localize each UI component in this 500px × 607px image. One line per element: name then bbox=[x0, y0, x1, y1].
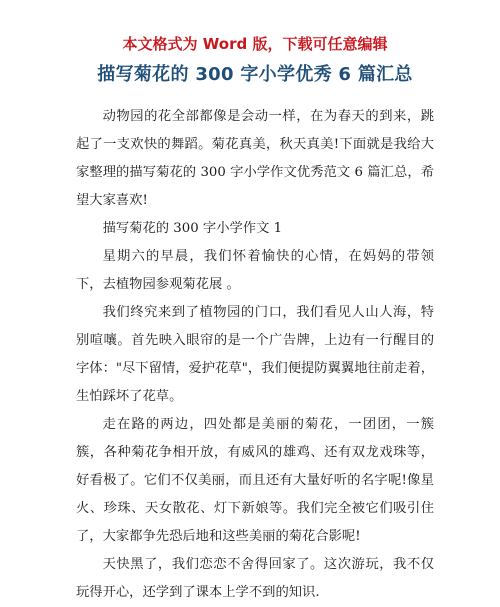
body-paragraph: 走在路的两边，四处都是美丽的菊花，一团团，一簇簇，各种菊花争相开放，有威风的雄鸡、还有双龙戏珠等，好看极了。它们不仅美丽，而且还有大量好听的名字呢!像星火、珍珠、天女散花、灯下新娘等。我们完全被它们吸引住了，大家都争先恐后地和这些美丽的菊花合影呢! bbox=[76, 417, 434, 544]
word-format-banner: 本文格式为 Word 版，下载可任意编辑 bbox=[122, 35, 388, 53]
intro-paragraph: 动物园的花全部都像是会动一样，在为春天的到来，跳起了一支欢快的舞蹈。菊花真美，秋天真美!下面就是我给大家整理的描写菊花的 300 字小学作文优秀范文 6 篇汇总，希望大家喜欢! bbox=[76, 109, 434, 208]
body-paragraph: 天快黑了，我们恋恋不舍得回家了。这次游玩，我不仅玩得开心，还学到了课本上学不到的知识. bbox=[76, 557, 434, 600]
document-title: 描写菊花的 300 字小学优秀 6 篇汇总 bbox=[97, 64, 413, 85]
essay-heading: 描写菊花的 300 字小学作文 1 bbox=[102, 221, 283, 236]
body-paragraph: 星期六的早晨，我们怀着愉快的心情，在妈妈的带领下，去植物园参观菊花展 。 bbox=[76, 249, 434, 292]
document-body bbox=[76, 103, 434, 607]
body-paragraph: 我们终究来到了植物园的门口，我们看见人山人海，特别喧嚷。首先映入眼帘的是一个广告牌，上边有一行醒目的字体："尽下留情，爱护花草"，我们便提防翼翼地往前走着，生怕踩坏了花草。 bbox=[76, 305, 434, 404]
